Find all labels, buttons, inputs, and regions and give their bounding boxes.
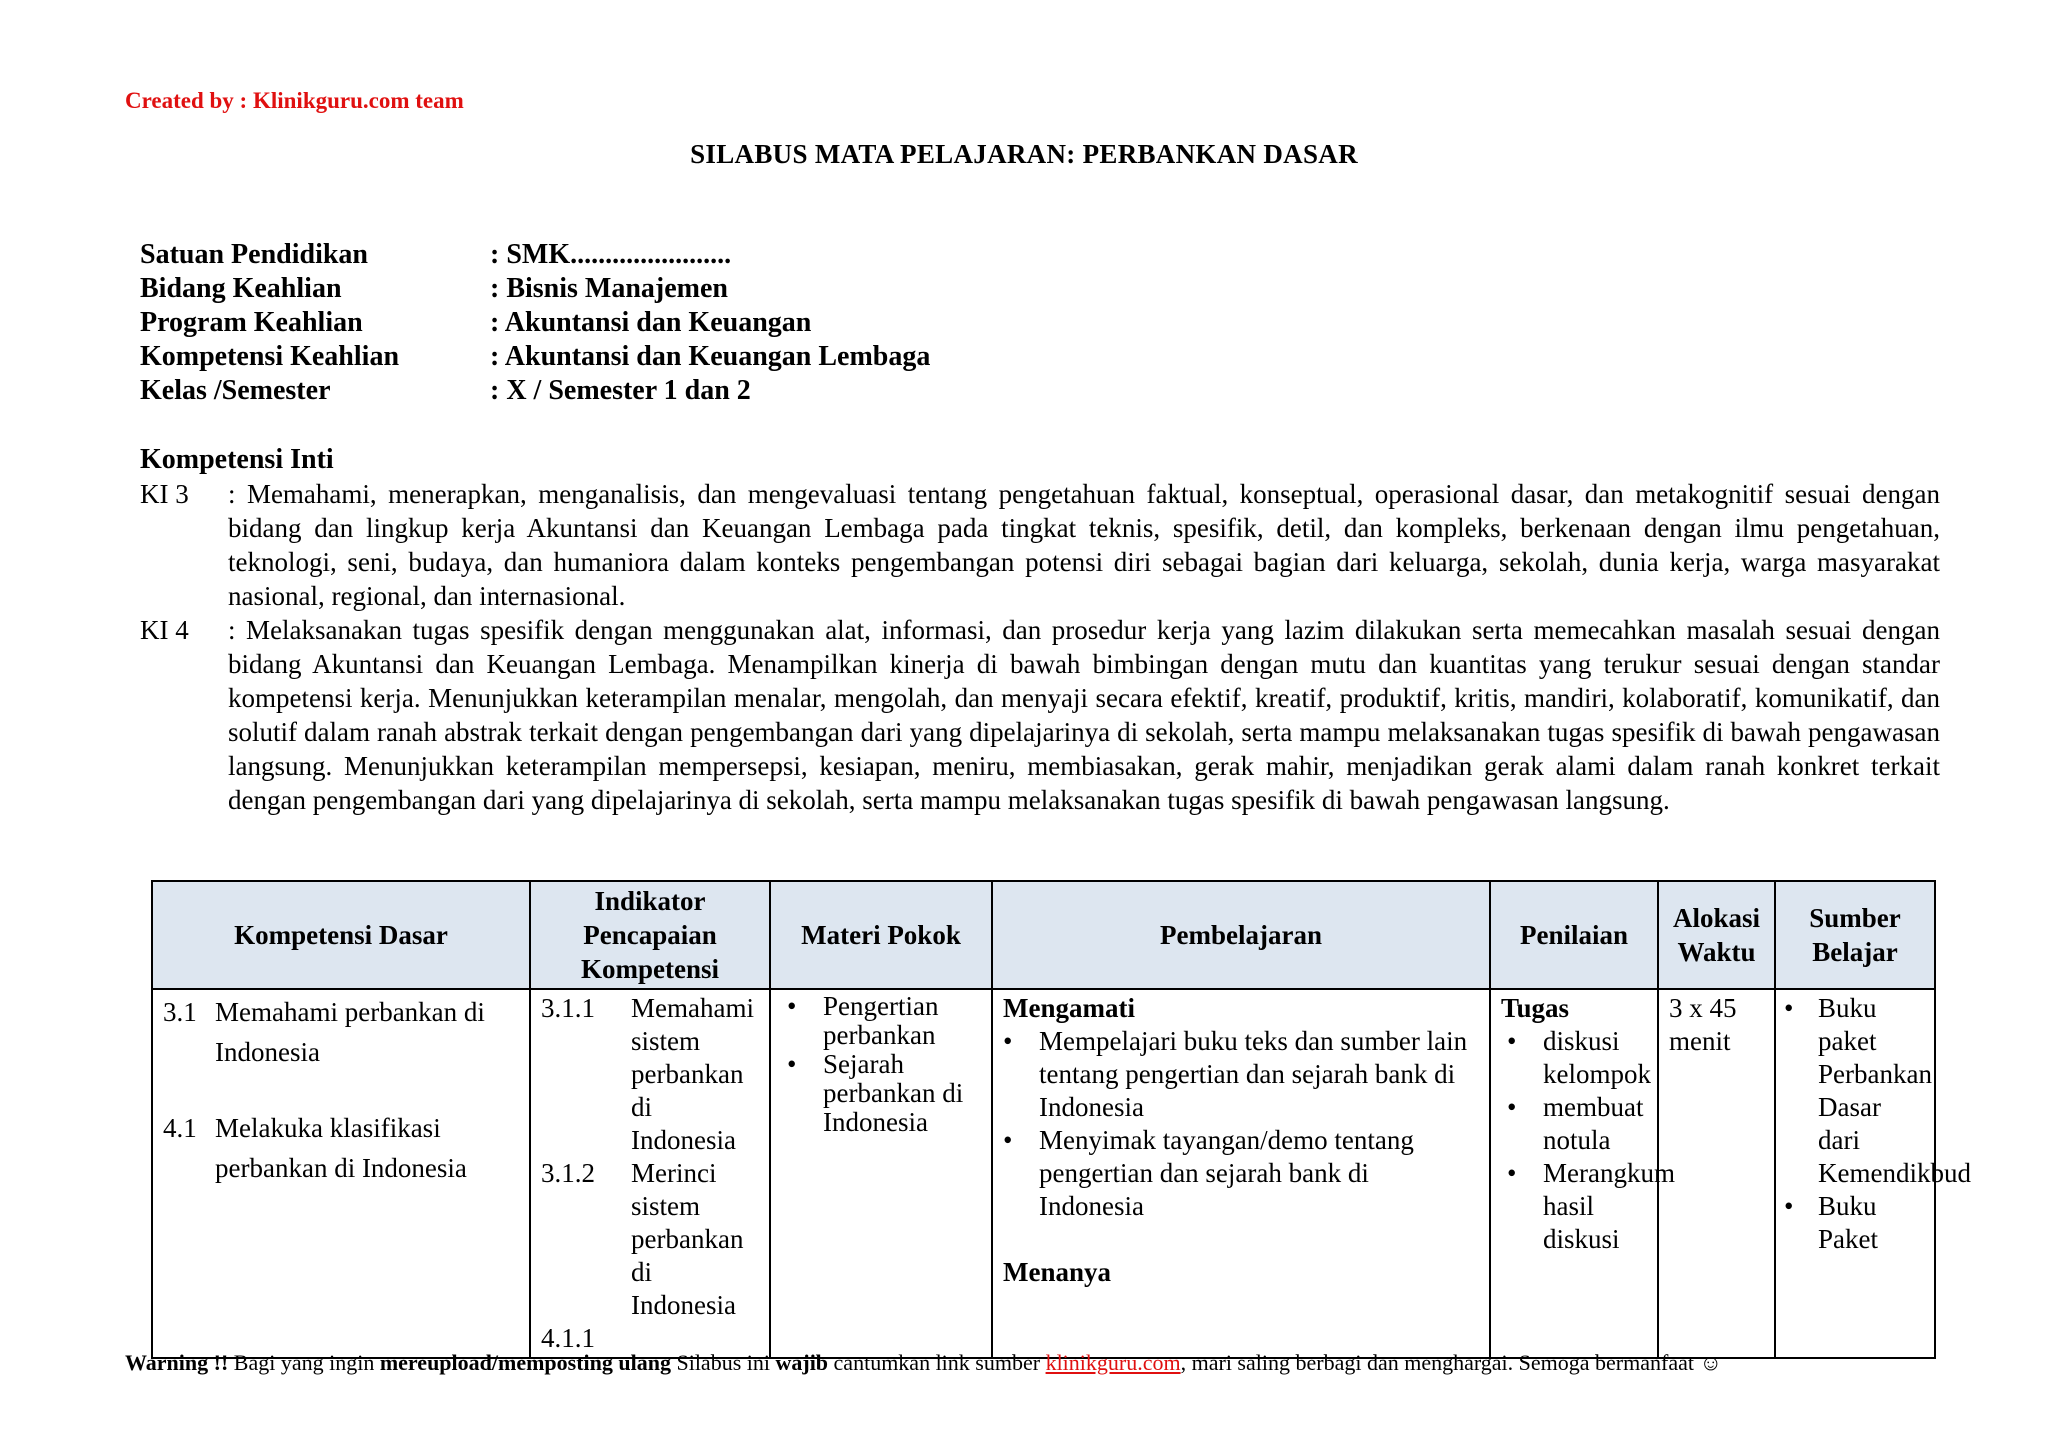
- kompetensi-inti-heading: Kompetensi Inti: [140, 444, 334, 475]
- table-row: [152, 989, 1935, 1358]
- kd-item: 4.1 Melakuka klasifikasi perbankan di Indonesia: [163, 1113, 467, 1183]
- pembelajaran-menanya: Menanya: [1003, 1257, 1111, 1287]
- header-kompetensi-dasar: Kompetensi Dasar: [152, 881, 530, 989]
- penilaian-item: • diskusi kelompok: [1521, 1025, 1647, 1091]
- header-materi-pokok: Materi Pokok: [770, 881, 992, 989]
- info-row-program: Program Keahlian : Akuntansi dan Keuangan: [140, 307, 812, 338]
- created-by-label: Created by : Klinikguru.com team: [125, 88, 464, 113]
- info-row-kompetensi: Kompetensi Keahlian : Akuntansi dan Keuangan Lembaga: [140, 341, 931, 372]
- cell-alokasi-waktu: 3 x 45 menit: [1658, 989, 1775, 1358]
- sumber-item: • Buku Paket: [1798, 1190, 1924, 1256]
- header-pembelajaran: Pembelajaran: [992, 881, 1490, 989]
- document-title: SILABUS MATA PELAJARAN: PERBANKAN DASAR: [690, 139, 1358, 169]
- info-row-satuan: Satuan Pendidikan : SMK.......................: [140, 239, 732, 270]
- kompetensi-inti-section: [140, 443, 1940, 817]
- header-alokasi-waktu: Alokasi Waktu: [1658, 881, 1775, 989]
- penilaian-item: • Merangkum hasil diskusi: [1521, 1157, 1647, 1256]
- info-row-bidang: Bidang Keahlian : Bisnis Manajemen: [140, 273, 728, 304]
- materi-item: • Pengertian perbankan: [801, 992, 981, 1050]
- identity-block: [140, 238, 930, 408]
- penilaian-item: • membuat notula: [1521, 1091, 1647, 1157]
- ki-3: KI 3 : Memahami, menerapkan, menganalisis, dan mengevaluasi tentang pengetahuan faktual, konseptual, operasional dasar, dan metakognitif sesuai dengan bidang dan lingkup kerja Akuntansi dan Keuangan Lembaga pada tingkat teknis, spesifik, detil, dan kompleks, berkenaan dengan ilmu pengetahuan, teknologi, seni, budaya, dan humaniora dalam konteks pengembangan potensi diri sebagai bagian dari keluarga, sekolah, dunia kerja, warga masyarakat nasional, regional, dan internasional.: [140, 479, 1940, 611]
- header-sumber-belajar: Sumber Belajar: [1775, 881, 1935, 989]
- ki-4-text: : Melaksanakan tugas spesifik dengan menggunakan alat, informasi, dan prosedur kerja yang lazim dilakukan serta memecahkan masalah sesuai dengan bidang Akuntansi dan Keuangan Lembaga. Menampilkan kinerja di bawah bimbingan dengan mutu dan kuantitas yang terukur sesuai dengan standar kompetensi kerja. Menunjukkan keterampilan menalar, mengolah, dan menyaji secara efektif, kreatif, produktif, kritis, mandiri, kolaboratif, komunikatif, dan solutif dalam ranah abstrak terkait dengan pengembangan dari yang dipelajarinya di sekolah, serta mampu melaksanakan tugas spesifik di bawah pengawasan langsung. Menunjukkan keterampilan mempersepsi, kesiapan, meniru, membiasakan, gerak mahir, menjadikan gerak alami dalam ranah konkret terkait dengan pengembangan dari yang dipelajarinya di sekolah, serta mampu melaksanakan tugas spesifik di bawah pengawasan langsung.: [228, 615, 1940, 815]
- info-row-kelas: Kelas /Semester : X / Semester 1 dan 2: [140, 375, 751, 406]
- header-penilaian: Penilaian: [1490, 881, 1658, 989]
- ki-3-text: : Memahami, menerapkan, menganalisis, dan mengevaluasi tentang pengetahuan faktual, konseptual, operasional dasar, dan metakognitif sesuai dengan bidang dan lingkup kerja Akuntansi dan Keuangan Lembaga pada tingkat teknis, spesifik, detil, dan kompleks, berkenaan dengan ilmu pengetahuan, teknologi, seni, budaya, dan humaniora dalam konteks pengembangan potensi diri sebagai bagian dari keluarga, sekolah, dunia kerja, warga masyarakat nasional, regional, dan internasional.: [228, 479, 1940, 611]
- cell-sumber-belajar: [1775, 989, 1971, 1358]
- syllabus-table: [151, 880, 1971, 1359]
- source-link[interactable]: klinikguru.com: [1045, 1350, 1181, 1375]
- ki-4: KI 4 : Melaksanakan tugas spesifik dengan menggunakan alat, informasi, dan prosedur kerja yang lazim dilakukan serta memecahkan masalah sesuai dengan bidang Akuntansi dan Keuangan Lembaga. Menampilkan kinerja di bawah bimbingan dengan mutu dan kuantitas yang terukur sesuai dengan standar kompetensi kerja. Menunjukkan keterampilan menalar, mengolah, dan menyaji secara efektif, kreatif, produktif, kritis, mandiri, kolaboratif, komunikatif, dan solutif dalam ranah abstrak terkait dengan pengembangan dari yang dipelajarinya di sekolah, serta mampu melaksanakan tugas spesifik di bawah pengawasan langsung. Menunjukkan keterampilan mempersepsi, kesiapan, meniru, membiasakan, gerak mahir, menjadikan gerak alami dalam ranah konkret terkait dengan pengembangan dari yang dipelajarinya di sekolah, serta mampu melaksanakan tugas spesifik di bawah pengawasan langsung.: [140, 615, 1940, 815]
- indikator-item: 4.1.1: [541, 1323, 595, 1353]
- indikator-item: 3.1.1 Memahami sistem perbankan di Indonesia: [541, 993, 754, 1155]
- cell-kompetensi-dasar: [152, 989, 530, 1358]
- cell-penilaian: [1490, 989, 1675, 1358]
- kd-item: 3.1 Memahami perbankan di Indonesia: [163, 997, 485, 1067]
- pembelajaran-mengamati: Mengamati: [1003, 993, 1135, 1023]
- table-header-row: [152, 881, 1935, 989]
- penilaian-tugas: Tugas: [1501, 993, 1570, 1023]
- indikator-item: 3.1.2 Merinci sistem perbankan di Indonesia: [541, 1158, 744, 1320]
- pembelajaran-item: • Menyimak tayangan/demo tentang pengertian dan sejarah bank di Indonesia: [1017, 1124, 1479, 1223]
- warning-label: Warning !!: [125, 1350, 229, 1375]
- warning-footer: Warning !! Bagi yang ingin mereupload/memposting ulang Silabus ini wajib cantumkan link sumber klinikguru.com, mari saling berbagi dan menghargai. Semoga bermanfaat ☺: [125, 1350, 1722, 1375]
- cell-indikator: [530, 989, 770, 1358]
- sumber-item: • Buku paket Perbankan Dasar dari Kemendikbud: [1798, 992, 1924, 1190]
- cell-materi-pokok: [770, 989, 992, 1358]
- pembelajaran-item: • Mempelajari buku teks dan sumber lain tentang pengertian dan sejarah bank di Indonesia: [1017, 1025, 1479, 1124]
- materi-item: • Sejarah perbankan di Indonesia: [801, 1050, 981, 1137]
- cell-pembelajaran: [992, 989, 1490, 1358]
- header-indikator: Indikator Pencapaian Kompetensi: [530, 881, 770, 989]
